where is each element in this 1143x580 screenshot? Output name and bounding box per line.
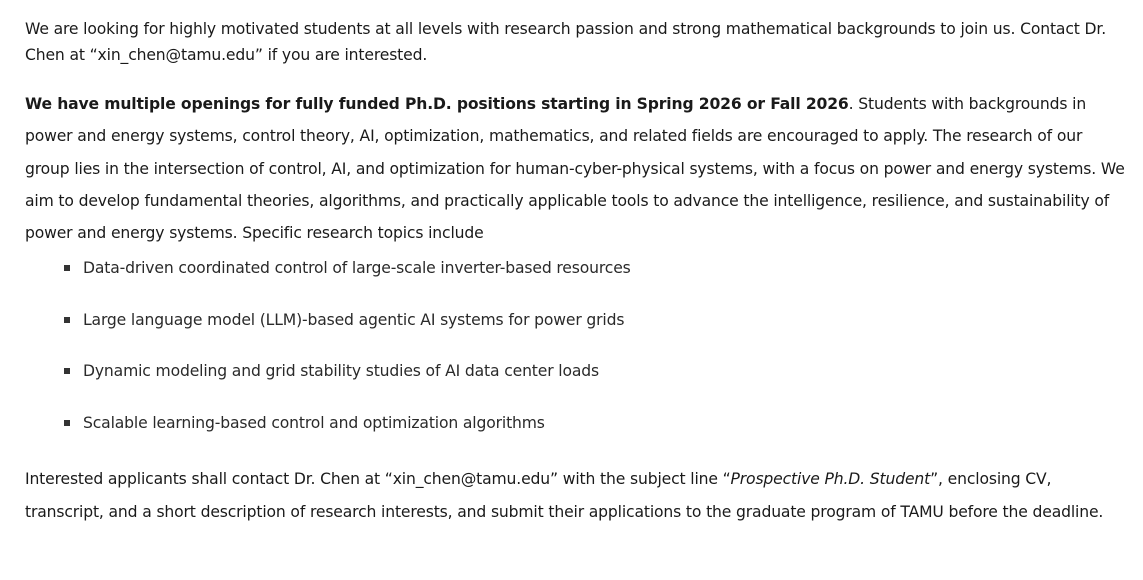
- openings-highlight: We have multiple openings for fully funded Ph.D. positions starting in Spring 2026 or Fall 2026: [25, 95, 849, 113]
- intro-text: We are looking for highly motivated students at all levels with research passion and strong mathematical backgrounds to join us. Contact Dr. Chen at “xin_chen@tamu.edu” if you are interested.: [25, 20, 1107, 64]
- email-subject-line: Prospective Ph.D. Student: [730, 470, 931, 489]
- closing-text-start: Interested applicants shall contact Dr. Chen at “xin_chen@tamu.edu” with the subject line “: [25, 470, 731, 489]
- topic-label: Scalable learning-based control and optimization algorithms: [83, 413, 545, 432]
- list-item: [64, 360, 1125, 382]
- research-topics-list: [25, 257, 1125, 434]
- closing-text-end: ”, enclosing CV, transcript, and a short description of research interests, and submit their applications to the graduate program of TAMU before the deadline.: [25, 470, 1104, 521]
- topic-label: Data-driven coordinated control of large-scale inverter-based resources: [83, 259, 631, 278]
- list-item: [64, 309, 1125, 331]
- list-item: [64, 257, 1125, 279]
- closing-paragraph: [25, 463, 1125, 528]
- list-item: [64, 412, 1125, 434]
- intro-paragraph: [25, 16, 1125, 68]
- openings-paragraph: [25, 88, 1125, 249]
- topic-label: Large language model (LLM)-based agentic AI systems for power grids: [83, 310, 625, 329]
- topic-label: Dynamic modeling and grid stability studies of AI data center loads: [83, 362, 599, 381]
- openings-description: . Students with backgrounds in power and energy systems, control theory, AI, optimization, mathematics, and related fields are encouraged to apply. The research of our group lies in the intersection of control, AI, and optimization for human-cyber-physical systems, with a focus on power and energy systems. We aim to develop fundamental theories, algorithms, and practically applicable tools to advance the intelligence, resilience, and sustainability of power and energy systems. Specific research topics include: [25, 95, 1125, 243]
- square-bullet-icon: [64, 265, 70, 271]
- square-bullet-icon: [64, 317, 70, 323]
- square-bullet-icon: [64, 368, 70, 374]
- square-bullet-icon: [64, 420, 70, 426]
